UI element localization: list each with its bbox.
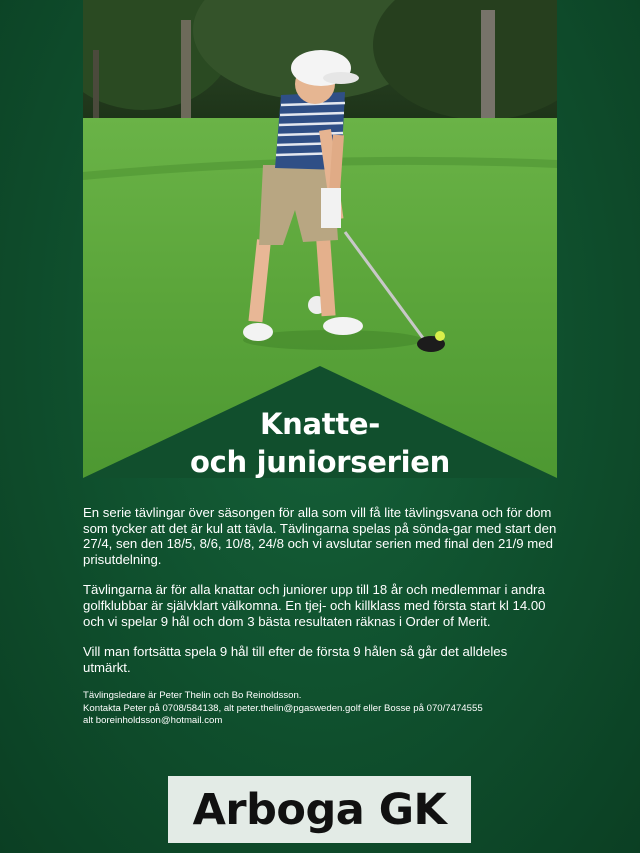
contact-line-2: Kontakta Peter på 0708/584138, alt peter.thelin@pgasweden.golf eller Bosse på 070/7474555 [83,702,483,714]
paragraph-eligibility: Tävlingarna är för alla knattar och juniorer upp till 18 år och medlemmar i andra golfklubbar är självklart välkomna. En tjej- och killklass med första start kl 14.00 och vi spelar 9 hål och dom 3 bästa resultaten räknas i Order of Merit. [83,582,546,629]
club-logo [168,776,471,843]
club-name: Arboga GK [192,784,447,835]
title-line-1: Knatte- [259,407,381,441]
body-text [83,505,557,728]
paragraph-extra-holes: Vill man fortsätta spela 9 hål till efter de första 9 hålen så går det alldeles utmärkt. [83,644,508,675]
contact-line-3: alt boreinholdsson@hotmail.com [83,715,223,727]
paragraph-schedule: En serie tävlingar över säsongen för alla som vill få lite tävlingsvana och för dom som tycker att det är kul att tävla. Tävlingarna spelas på sönda-gar med start den 27/4, sen den 18/5, 8/6, 10/8, 24/8 och vi avslutar serien med final den 21/9 med prisutdelning. [83,505,557,567]
poster-title [83,405,557,481]
title-line-2: och juniorserien [190,445,450,479]
contact-info [83,690,557,727]
contact-line-1: Tävlingsledare är Peter Thelin och Bo Reinoldsson. [83,690,302,702]
